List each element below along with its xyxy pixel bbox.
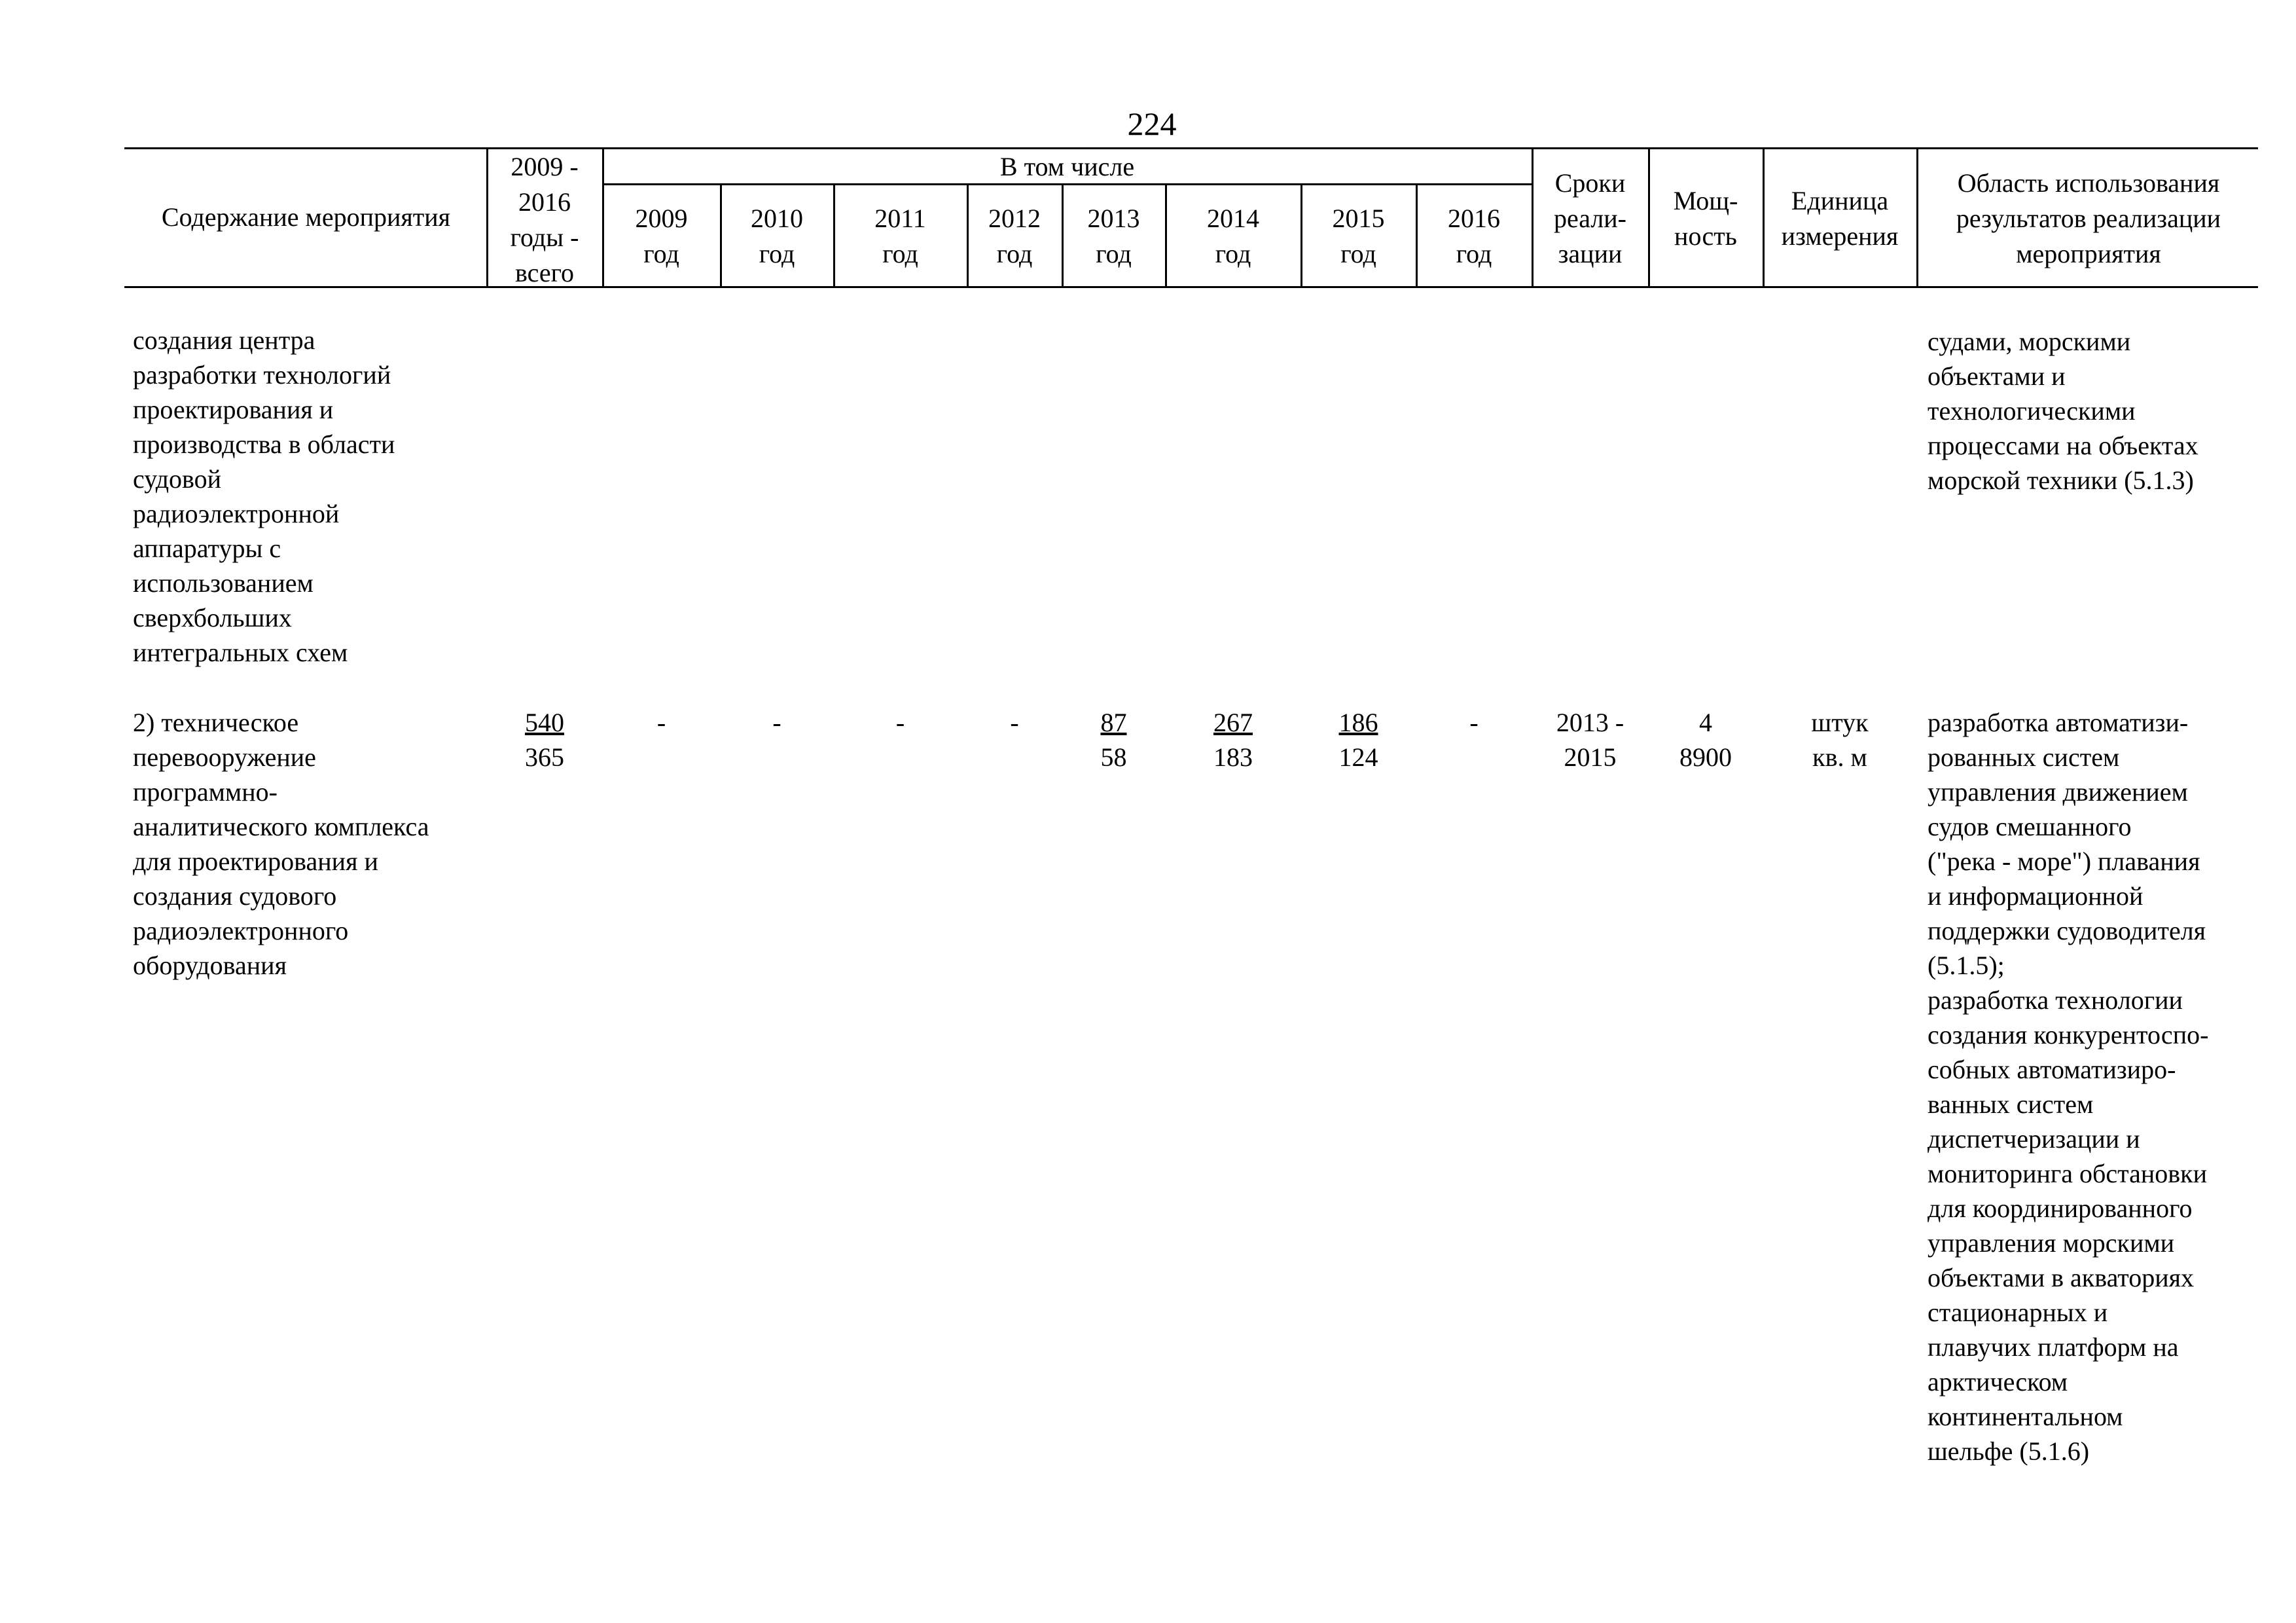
header-including: В том числе	[999, 152, 1135, 181]
row2-2015-bottom: 124	[1338, 742, 1378, 772]
header-year-2012: 2012 год	[988, 204, 1041, 268]
header-year-2016: 2016 год	[1448, 204, 1500, 268]
row2-total-bottom: 365	[525, 742, 564, 772]
row2-terms: 2013 - 2015	[1556, 708, 1624, 772]
row2-2010: -	[772, 708, 781, 737]
row2-2011: -	[895, 708, 905, 737]
page-number: 224	[1127, 105, 1177, 142]
row2-area: разработка автоматизи- рованных систем управления движением судов смешанного ("река - море") плавания и информационной поддержки судоводителя (5.1.5); разработка технологии создания конкурентоспо- собных автоматизиро- ванных систем диспетчеризации и мониторинга обстановки для координированного управления морскими объектами в акваториях стационарных и плавучих платформ на арктическом континентальном шельфе (5.1.6)	[1928, 708, 2209, 1466]
header-year-2009: 2009 год	[635, 204, 688, 268]
row2-2015-top: 186	[1338, 708, 1378, 737]
row2-2016: -	[1469, 708, 1479, 737]
header-year-2014: 2014 год	[1207, 204, 1259, 268]
header-capacity: Мощ- ность	[1673, 186, 1738, 251]
header-total: 2009 - 2016 годы - всего	[510, 152, 579, 287]
row2-2013-bottom: 58	[1100, 742, 1127, 772]
header-terms: Сроки реали- зации	[1553, 168, 1627, 268]
row2-total-top: 540	[525, 708, 564, 737]
header-content: Содержание мероприятия	[161, 202, 451, 232]
header-year-2011: 2011 год	[874, 204, 926, 268]
row2-content: 2) техническое перевооружение программно- аналитического комплекса для проектирования и создания судового радиоэлектронного оборудования	[133, 708, 429, 980]
header-unit: Единица измерения	[1781, 186, 1899, 251]
header-bottom-rule	[124, 286, 2258, 288]
row1-area: судами, морскими объектами и технологическими процессами на объектах морской техники (5.1.3)	[1928, 327, 2198, 495]
header-year-2013: 2013 год	[1087, 204, 1140, 268]
row1-content: создания центра разработки технологий проектирования и производства в области судовой радиоэлектронной аппаратуры с использованием сверхбольших интегральных схем	[133, 325, 395, 667]
row2-capacity: 4 8900	[1679, 708, 1732, 772]
row2-2013-top: 87	[1100, 708, 1127, 737]
row2-2014-top: 267	[1213, 708, 1253, 737]
row2-2009: -	[656, 708, 666, 737]
header-year-2010: 2010 год	[751, 204, 803, 268]
header-area: Область использования результатов реализации мероприятия	[1956, 168, 2221, 268]
row2-2012: -	[1010, 708, 1019, 737]
row2-unit: штук кв. м	[1811, 708, 1869, 772]
header-year-2015: 2015 год	[1332, 204, 1385, 268]
row2-2014-bottom: 183	[1213, 742, 1253, 772]
